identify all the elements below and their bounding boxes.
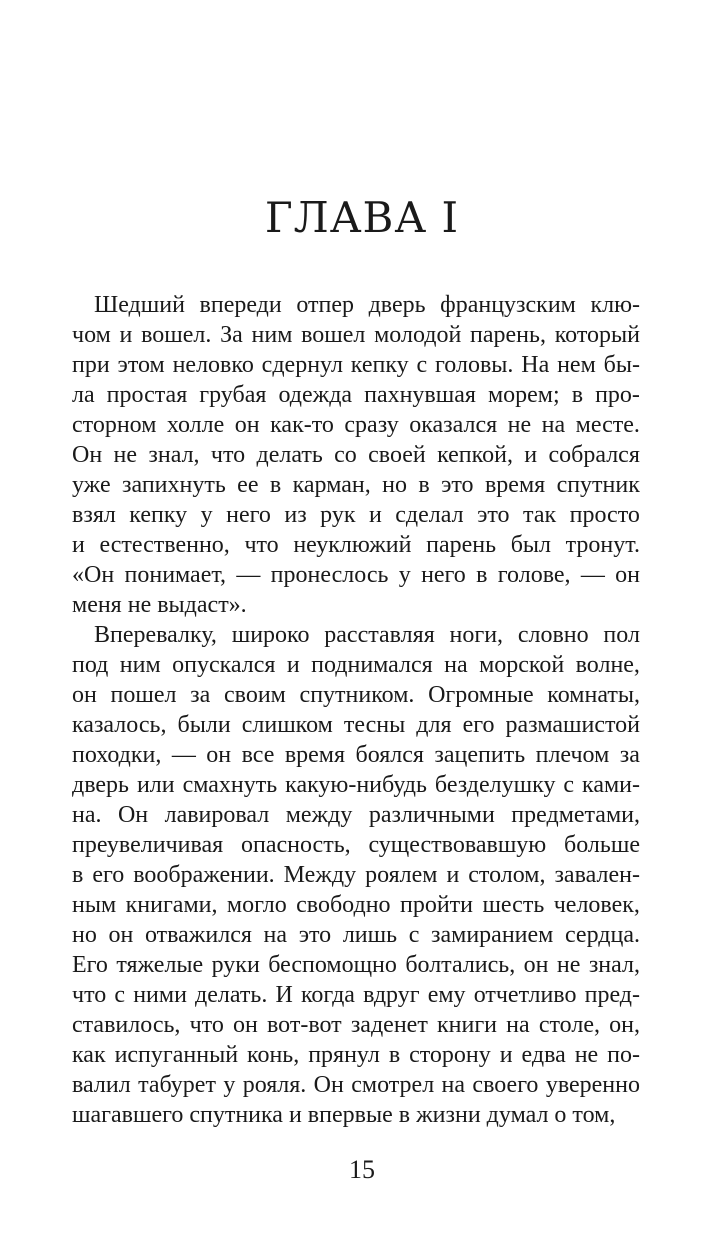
text-line: дверь или смахнуть какую-нибудь безделушку с ками- [72, 772, 640, 798]
text-line: шагавшего спутника и впервые в жизни думал о том, [72, 1102, 616, 1128]
text-line: и естественно, что неуклюжий парень был тронут. [72, 532, 640, 558]
text-line: но он отважился на это лишь с замиранием сердца. [72, 922, 640, 948]
body-text [72, 290, 640, 1130]
text-line: взял кепку у него из рук и сделал это так просто [72, 502, 640, 528]
text-line: он пошел за своим спутником. Огромные комнаты, [72, 682, 640, 708]
text-line: преувеличивая опасность, существовавшую больше [72, 832, 640, 858]
text-line: Его тяжелые руки беспомощно болтались, он не знал, [72, 952, 640, 978]
text-line: походки, — он все время боялся зацепить плечом за [72, 742, 640, 768]
text-line: чом и вошел. За ним вошел молодой парень, который [72, 322, 640, 348]
text-line: уже запихнуть ее в карман, но в это время спутник [72, 472, 640, 498]
text-line: Вперевалку, широко расставляя ноги, словно пол [94, 622, 640, 648]
text-line: меня не выдаст». [72, 592, 247, 618]
page-number: 15 [349, 1155, 375, 1184]
text-line: как испуганный конь, прянул в сторону и едва не по- [72, 1042, 640, 1068]
text-line: при этом неловко сдернул кепку с головы. На нем бы- [72, 352, 640, 378]
text-line: ла простая грубая одежда пахнувшая морем; в про- [72, 382, 640, 408]
text-line: под ним опускался и поднимался на морской волне, [72, 652, 640, 678]
paragraph [72, 620, 640, 1130]
text-line: казалось, были слишком тесны для его размашистой [72, 712, 640, 738]
paragraph [72, 290, 640, 620]
text-line: Он не знал, что делать со своей кепкой, и собрался [72, 442, 640, 468]
text-line: ставилось, что он вот-вот заденет книги на столе, он, [72, 1012, 640, 1038]
text-line: Шедший впереди отпер дверь французским клю- [94, 292, 640, 318]
text-line: на. Он лавировал между различными предметами, [72, 802, 640, 828]
text-line: что с ними делать. И когда вдруг ему отчетливо пред- [72, 982, 640, 1008]
text-line: «Он понимает, — пронеслось у него в голове, — он [72, 562, 640, 588]
text-line: сторном холле он как-то сразу оказался не на месте. [72, 412, 640, 438]
text-line: ным книгами, могло свободно пройти шесть человек, [72, 892, 640, 918]
text-line: валил табурет у рояля. Он смотрел на своего уверенно [72, 1072, 640, 1098]
chapter-title: ГЛАВА I [264, 193, 460, 242]
text-line: в его воображении. Между роялем и столом, завален- [72, 862, 640, 888]
